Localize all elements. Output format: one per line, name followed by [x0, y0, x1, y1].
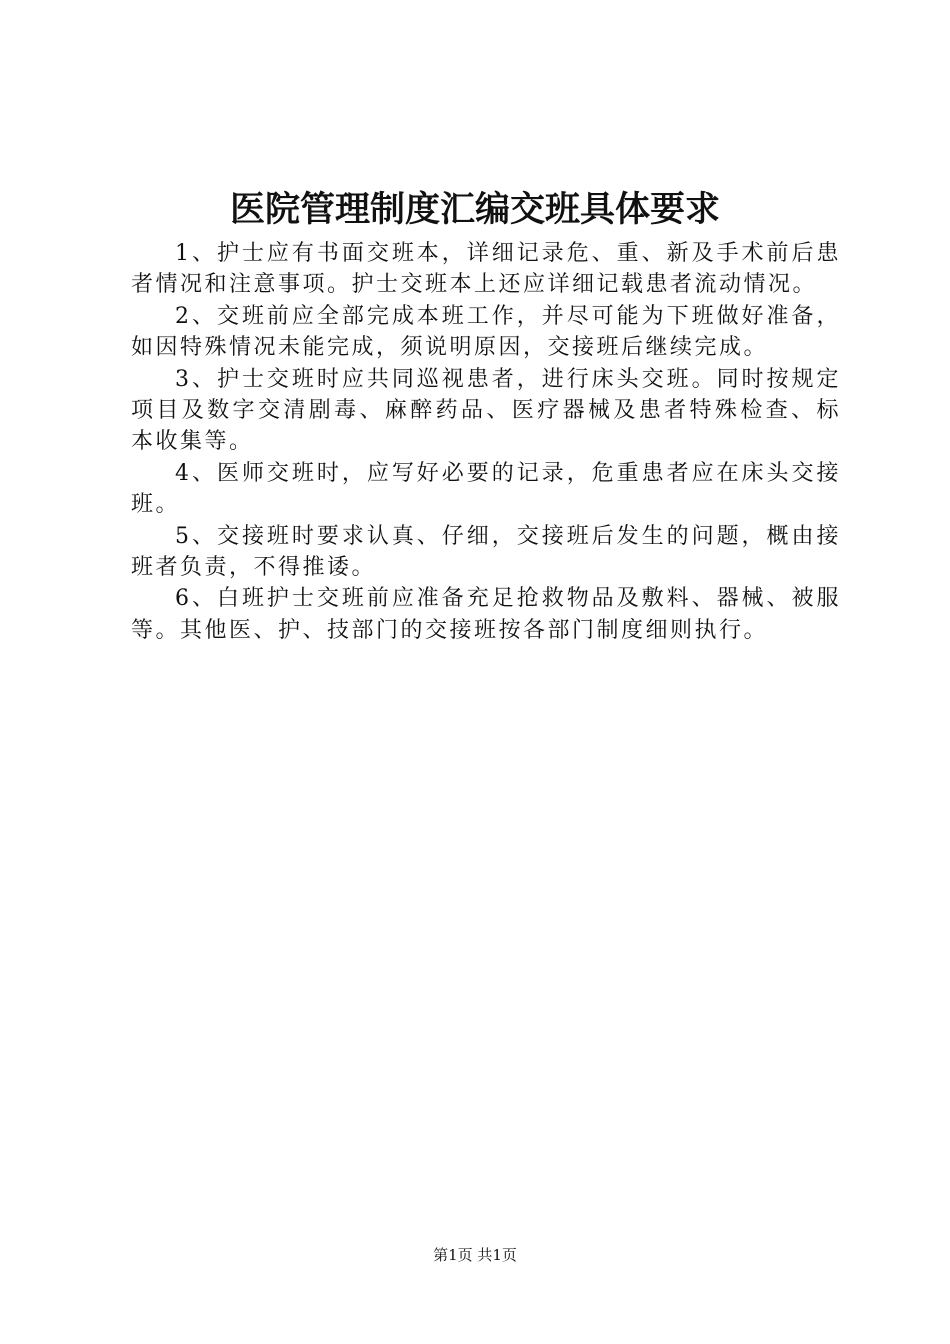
paragraph-1: 1、护士应有书面交班本，详细记录危、重、新及手术前后患者情况和注意事项。护士交班本上还应详细记载患者流动情况。	[131, 241, 841, 298]
paragraph-6: 6、白班护士交班前应准备充足抢救物品及敷料、器械、被服等。其他医、护、技部门的交接班按各部门制度细则执行。	[131, 586, 841, 643]
page-number-footer: 第1页 共1页	[433, 1246, 517, 1264]
document-body	[131, 238, 841, 646]
paragraph-2: 2、交班前应全部完成本班工作，并尽可能为下班做好准备，如因特殊情况未能完成，须说明原因，交接班后继续完成。	[131, 303, 841, 361]
paragraph-4: 4、医师交班时，应写好必要的记录，危重患者应在床头交接班。	[131, 460, 841, 518]
document-title: 医院管理制度汇编交班具体要求	[229, 189, 720, 230]
paragraph-5: 5、交接班时要求认真、仔细，交接班后发生的问题，概由接班者负责，不得推诿。	[131, 523, 841, 581]
paragraph-3: 3、护士交班时应共同巡视患者，进行床头交班。同时按规定项目及数字交清剧毒、麻醉药品、医疗器械及患者特殊检查、标本收集等。	[131, 366, 841, 455]
